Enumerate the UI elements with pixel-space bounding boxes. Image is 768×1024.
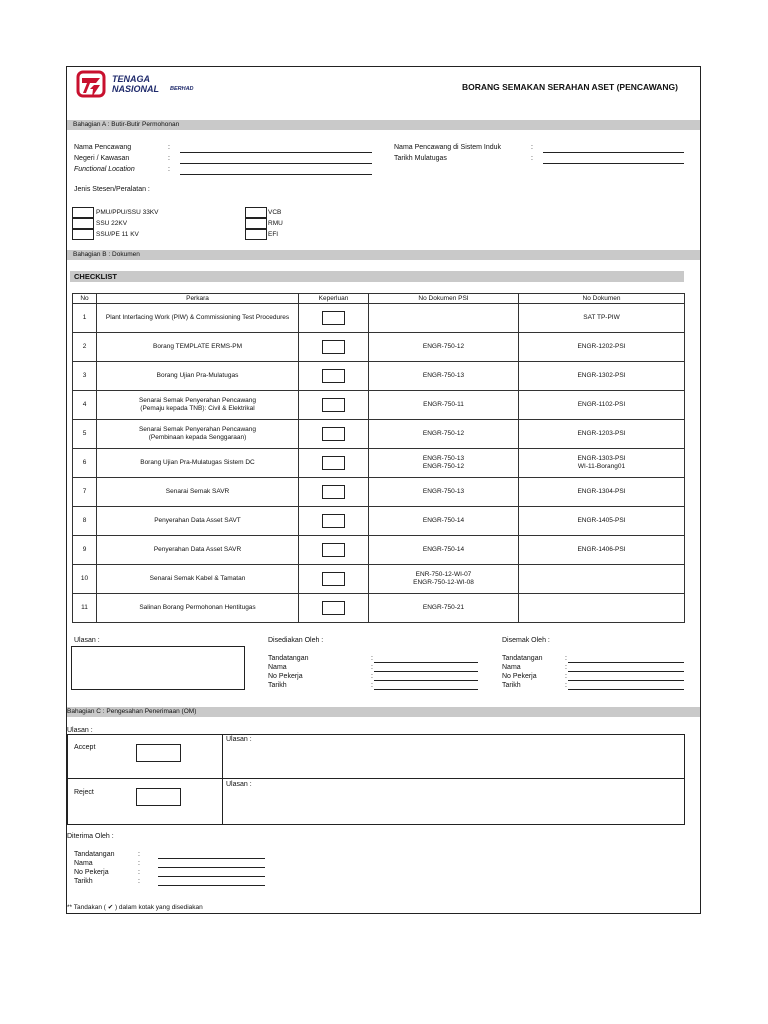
row-doc (519, 565, 685, 594)
ulasan-label: Ulasan : (67, 727, 93, 734)
row-doc (519, 333, 685, 362)
section-c-title: Bahagian C : Pengesahan Penerimaan (OM) (67, 708, 197, 715)
station-type-option: SSU 22KV (96, 220, 128, 227)
checklist-bar (70, 271, 684, 282)
sign-label: Nama (74, 860, 93, 867)
checkbox-pmu-33kv[interactable] (72, 207, 94, 218)
logo-text-tenaga: TENAGA (112, 74, 150, 84)
colon: : (371, 664, 373, 671)
requirement-checkbox[interactable] (322, 543, 345, 557)
colon: : (168, 155, 170, 162)
section-a-title: Bahagian A : Butir-Butir Permohonan (73, 121, 180, 128)
row-psi (369, 420, 519, 449)
row-requirement (299, 304, 369, 333)
row-requirement (299, 449, 369, 478)
row-psi-line: ENGR-750-12 (422, 343, 465, 350)
colon: : (565, 655, 567, 662)
row-psi-line: ENGR-750-13 (422, 488, 465, 495)
footnote: ** Tandakan ( ✔ ) dalam kotak yang disediakan (67, 904, 203, 911)
row-item (97, 304, 299, 333)
prepared-signature-input[interactable] (374, 662, 478, 663)
row-no: 9 (73, 536, 97, 565)
table-row (73, 333, 685, 362)
requirement-checkbox[interactable] (322, 601, 345, 615)
row-psi (369, 478, 519, 507)
row-psi-line: ENGR-750-11 (423, 401, 464, 408)
accept-ulasan-label: Ulasan : (226, 736, 252, 743)
field-label-nama-sistem-induk: Nama Pencawang di Sistem Induk (394, 144, 501, 151)
checked-staff-no-input[interactable] (568, 680, 684, 681)
colon: : (168, 144, 170, 151)
row-doc-line: WI-11-Borang01 (577, 463, 626, 470)
row-requirement (299, 391, 369, 420)
sign-label: Tandatangan (268, 655, 309, 662)
received-name-input[interactable] (158, 867, 265, 868)
row-doc (519, 507, 685, 536)
table-row (73, 478, 685, 507)
row-item-line: (Pemaju kepada TNB): Civil & Elektrikal (140, 405, 255, 412)
row-item (97, 362, 299, 391)
row-psi (369, 565, 519, 594)
row-no: 5 (73, 420, 97, 449)
sign-label: Tarikh (502, 682, 521, 689)
row-item-line: Salinan Borang Permohonan Hentitugas (139, 604, 256, 611)
colon: : (531, 155, 533, 162)
row-psi-line: ENGR-750-21 (422, 604, 465, 611)
row-doc-line: ENGR-1202-PSI (577, 343, 626, 350)
nama-pencawang-input[interactable] (180, 152, 372, 153)
row-item (97, 536, 299, 565)
reject-ulasan-label: Ulasan : (226, 781, 252, 788)
checkbox-rmu[interactable] (245, 218, 267, 229)
requirement-checkbox[interactable] (322, 485, 345, 499)
accept-ulasan-textarea[interactable] (226, 744, 682, 776)
colon: : (168, 166, 170, 173)
tnb-logo-icon (76, 70, 108, 100)
row-requirement (299, 478, 369, 507)
row-no: 10 (73, 565, 97, 594)
sign-label: Tandatangan (502, 655, 543, 662)
row-item (97, 478, 299, 507)
row-psi (369, 507, 519, 536)
row-item (97, 333, 299, 362)
row-doc-line: ENGR-1405-PSI (577, 517, 626, 524)
row-doc (519, 362, 685, 391)
section-b-bar (67, 250, 700, 260)
sign-label: Tandatangan (74, 851, 115, 858)
table-row (73, 536, 685, 565)
row-psi (369, 594, 519, 623)
requirement-checkbox[interactable] (322, 514, 345, 528)
logo-text-berhad: BERHAD (170, 86, 194, 92)
station-type-option: VCB (268, 209, 282, 216)
colon: : (565, 682, 567, 689)
field-label-tarikh-mulatugas: Tarikh Mulatugas (394, 155, 447, 162)
row-doc-line: ENGR-1406-PSI (577, 546, 626, 553)
colon: : (565, 673, 567, 680)
tarikh-mulatugas-input[interactable] (543, 163, 684, 164)
requirement-checkbox[interactable] (322, 311, 345, 325)
row-item-line: Senarai Semak Kabel & Tamatan (149, 575, 246, 582)
row-psi (369, 333, 519, 362)
row-doc-line: ENGR-1203-PSI (577, 430, 626, 437)
table-row (73, 391, 685, 420)
prepared-date-input[interactable] (374, 689, 478, 690)
colon: : (565, 664, 567, 671)
received-date-input[interactable] (158, 885, 265, 886)
row-requirement (299, 565, 369, 594)
row-item-line: Senarai Semak SAVR (165, 488, 230, 495)
checkbox-vcb[interactable] (245, 207, 267, 218)
colon: : (138, 851, 140, 858)
row-psi (369, 391, 519, 420)
column-header: No Dokumen PSI (369, 294, 519, 304)
row-psi-line: ENGR-750-13 (422, 372, 465, 379)
checklist-title: CHECKLIST (74, 272, 117, 281)
row-psi (369, 304, 519, 333)
checked-signature-input[interactable] (568, 662, 684, 663)
requirement-checkbox[interactable] (322, 456, 345, 470)
row-no: 7 (73, 478, 97, 507)
requirement-checkbox[interactable] (322, 427, 345, 441)
accept-label: Accept (74, 744, 96, 751)
row-no: 6 (73, 449, 97, 478)
row-psi-line: ENGR-750-14 (422, 517, 465, 524)
colon: : (138, 860, 140, 867)
sign-label: Nama (502, 664, 521, 671)
row-item-line: Borang Ujian Pra-Mulatugas Sistem DC (140, 459, 255, 466)
row-requirement (299, 594, 369, 623)
row-no: 3 (73, 362, 97, 391)
table-row (73, 449, 685, 478)
row-psi-line: ENGR-750-14 (422, 546, 465, 553)
checked-name-input[interactable] (568, 671, 684, 672)
colon: : (371, 655, 373, 662)
field-label-nama-pencawang: Nama Pencawang (74, 144, 132, 151)
column-header: Keperluan (299, 294, 369, 304)
approval-divider-horizontal (67, 778, 685, 779)
section-b-title: Bahagian B : Dokumen (73, 251, 140, 258)
received-staff-no-input[interactable] (158, 876, 265, 877)
row-doc-line: ENGR-1102-PSI (577, 401, 626, 408)
prepared-by-label: Disediakan Oleh : (268, 637, 324, 644)
functional-location-input[interactable] (180, 174, 372, 175)
row-psi-line: ENR-750-12-WI-07 (415, 571, 472, 578)
requirement-checkbox[interactable] (322, 340, 345, 354)
row-no: 1 (73, 304, 97, 333)
station-type-option: RMU (268, 220, 283, 227)
row-item (97, 507, 299, 536)
station-type-label: Jenis Stesen/Peralatan : (74, 186, 150, 193)
row-item (97, 565, 299, 594)
row-psi-line: ENGR-750-13 (422, 455, 465, 462)
requirement-checkbox[interactable] (322, 572, 345, 586)
row-requirement (299, 420, 369, 449)
colon: : (371, 673, 373, 680)
row-item-line: (Pembinaan kepada Senggaraan) (148, 434, 247, 441)
row-doc-line: ENGR-1304-PSI (577, 488, 626, 495)
column-header: No Dokumen (519, 294, 685, 304)
column-header: No (73, 294, 97, 304)
row-doc (519, 391, 685, 420)
row-doc (519, 420, 685, 449)
colon: : (531, 144, 533, 151)
checkbox-ssu-11kv[interactable] (72, 229, 94, 240)
prepared-staff-no-input[interactable] (374, 680, 478, 681)
row-requirement (299, 333, 369, 362)
sign-label: No Pekerja (74, 869, 109, 876)
row-item-line: Senarai Semak Penyerahan Pencawang (138, 397, 257, 404)
table-row (73, 507, 685, 536)
row-doc-line: SAT TP-PIW (583, 314, 620, 321)
row-requirement (299, 362, 369, 391)
reject-label: Reject (74, 789, 94, 796)
table-header-row (73, 294, 685, 304)
row-requirement (299, 507, 369, 536)
row-psi-line: ENGR-750-12-WI-08 (413, 579, 474, 586)
row-doc-line: ENGR-1302-PSI (577, 372, 626, 379)
row-no: 11 (73, 594, 97, 623)
checklist-table (72, 293, 685, 623)
checkbox-ssu-22kv[interactable] (72, 218, 94, 229)
row-doc (519, 536, 685, 565)
row-doc-line: ENGR-1303-PSI (577, 455, 626, 462)
section-a-bar (67, 120, 700, 130)
checked-by-label: Disemak Oleh : (502, 637, 550, 644)
reject-checkbox[interactable] (136, 788, 181, 806)
row-psi (369, 536, 519, 565)
row-doc (519, 449, 685, 478)
row-item (97, 594, 299, 623)
row-doc (519, 304, 685, 333)
received-by-label: Diterima Oleh : (67, 833, 114, 840)
row-item (97, 420, 299, 449)
ulasan-textbox[interactable] (71, 646, 245, 690)
tnb-logo (76, 70, 226, 102)
requirement-checkbox[interactable] (322, 369, 345, 383)
accept-checkbox[interactable] (136, 744, 181, 762)
approval-divider-vertical (222, 734, 223, 825)
form-title: BORANG SEMAKAN SERAHAN ASET (PENCAWANG) (462, 82, 678, 92)
sign-label: No Pekerja (268, 673, 303, 680)
checkbox-efi[interactable] (245, 229, 267, 240)
ulasan-label: Ulasan : (74, 637, 100, 644)
table-row (73, 362, 685, 391)
row-item (97, 391, 299, 420)
column-header: Perkara (97, 294, 299, 304)
logo-text-nasional: NASIONAL (112, 84, 159, 94)
row-psi (369, 449, 519, 478)
row-no: 2 (73, 333, 97, 362)
row-psi (369, 362, 519, 391)
table-row (73, 304, 685, 333)
row-psi-line: ENGR-750-12 (422, 430, 465, 437)
colon: : (138, 869, 140, 876)
negeri-kawasan-input[interactable] (180, 163, 372, 164)
row-requirement (299, 536, 369, 565)
field-label-functional-location: Functional Location (74, 166, 135, 173)
table-row (73, 565, 685, 594)
table-row (73, 594, 685, 623)
row-item-line: Senarai Semak Penyerahan Pencawang (138, 426, 257, 433)
requirement-checkbox[interactable] (322, 398, 345, 412)
reject-ulasan-textarea[interactable] (226, 789, 682, 822)
table-row (73, 420, 685, 449)
sign-label: No Pekerja (502, 673, 537, 680)
nama-sistem-induk-input[interactable] (543, 152, 684, 153)
row-no: 4 (73, 391, 97, 420)
station-type-option: SSU/PE 11 KV (96, 231, 139, 238)
row-doc (519, 478, 685, 507)
row-item-line: Penyerahan Data Asset SAVR (153, 546, 242, 553)
row-psi-line: ENGR-750-12 (422, 463, 465, 470)
received-signature-input[interactable] (158, 858, 265, 859)
checked-date-input[interactable] (568, 689, 684, 690)
prepared-name-input[interactable] (374, 671, 478, 672)
colon: : (371, 682, 373, 689)
station-type-option: PMU/PPU/SSU 33KV (96, 209, 159, 216)
station-type-option: EFI (268, 231, 279, 238)
field-label-negeri: Negeri / Kawasan (74, 155, 130, 162)
row-item-line: Borang Ujian Pra-Mulatugas (156, 372, 239, 379)
row-no: 8 (73, 507, 97, 536)
row-item-line: Penyerahan Data Asset SAVT (154, 517, 241, 524)
sign-label: Tarikh (74, 878, 93, 885)
section-c-bar (67, 707, 700, 717)
row-item-line: Borang TEMPLATE ERMS-PM (153, 343, 242, 350)
sign-label: Nama (268, 664, 287, 671)
row-doc (519, 594, 685, 623)
row-item-line: Plant Interfacing Work (PIW) & Commissioning Test Procedures (105, 314, 290, 321)
sign-label: Tarikh (268, 682, 287, 689)
row-item (97, 449, 299, 478)
colon: : (138, 878, 140, 885)
